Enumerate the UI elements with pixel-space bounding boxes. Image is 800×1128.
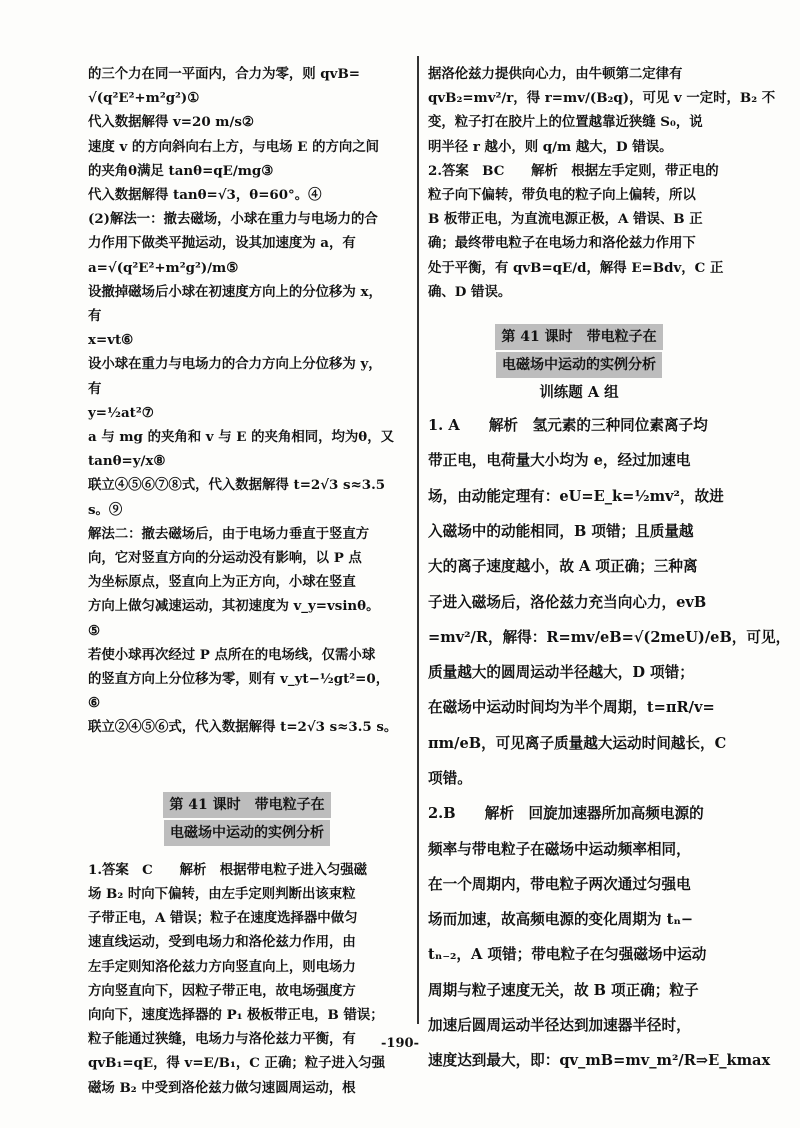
left-section-title-line2: 电磁场中运动的实例分析 [164,820,330,846]
text-line: 的三个力在同一平面内，合力为零，则 qvB= [88,66,360,82]
group-title: 训练题 A 组 [539,384,619,402]
text-line: 带正电，电荷量大小均为 e，经过加速电 [428,452,691,470]
text-line: 联立④⑤⑥⑦⑧式，代入数据解得 t=2√3 s≈3.5 [88,477,386,494]
text-line: a=√(q²E²+m²g²)/m⑤ [88,259,239,276]
right-spacer [428,304,730,324]
right-column [428,62,791,1079]
text-line: 子进入磁场后，洛伦兹力充当向心力，evB [428,593,707,611]
text-line: 力作用下做类平抛运动，设其加速度为 a，有 [88,235,356,252]
text-line: 粒子能通过狭缝，电场力与洛伦兹力平衡，有 [88,1031,356,1048]
text-line: 方向竖直向下，因粒子带正电，故电场强度方 [88,982,356,999]
text-line: 设小球在重力与电场力的合力方向上分位移为 y， [88,356,382,373]
text-line: 确；最终带电粒子在电场力和洛伦兹力作用下 [428,235,696,252]
text-line: x=vt⑥ [88,332,134,349]
text-line: 的夹角θ满足 tanθ=qE/mg③ [88,162,274,179]
text-line: 大的离子速度越小，故 A 项正确；三种离 [428,558,698,576]
text-line: tanθ=y/x⑧ [88,453,166,470]
text-line: qvB₂=mv²/r，得 r=mv/(B₂q)，可见 v 一定时，B₂ 不 [428,90,776,107]
text-line: 频率与带电粒子在磁场中运动频率相同， [428,840,691,858]
text-line: 场而加速，故高频电源的变化周期为 tₙ− [428,911,694,929]
text-line: πm/eB，可见离子质量越大运动时间越长，C [428,734,727,752]
text-line: 1.答案 C 解析 根据带电粒子进入匀强磁 [88,861,368,878]
text-line: 处于平衡，有 qvB=qE/d，解得 E=Bdv，C 正 [428,259,724,276]
text-line: 若使小球再次经过 P 点所在的电场线，仅需小球 [88,646,376,663]
text-line: 联立②④⑤⑥式，代入数据解得 t=2√3 s≈3.5 s。 [88,719,398,736]
right-big-text [428,408,791,1079]
text-line: (2)解法一：撤去磁场，小球在重力与电场力的合 [88,211,378,228]
text-line: y=½at²⑦ [88,404,154,421]
left-answer-text [88,858,406,1100]
text-line: √(q²E²+m²g²)① [88,90,200,107]
text-line: ⑤ [88,622,101,639]
text-line: 质量越大的圆周运动半径越大，D 项错； [428,664,694,682]
text-line: 的竖直方向上分位移为零，则有 v_yt−½gt²=0， [88,671,390,688]
text-line: B 板带正电，为直流电源正极，A 错误、B 正 [428,211,703,228]
text-line: 场 B₂ 时向下偏转，由左手定则判断出该束粒 [88,885,356,902]
text-line: 据洛伦兹力提供向心力，由牛顿第二定律有 [428,66,683,82]
text-line: 在一个周期内，带电粒子两次通过匀强电 [428,875,691,893]
left-section-gap [88,846,406,858]
left-column [88,62,406,1100]
text-line: 有 [88,308,102,325]
text-line: ⑥ [88,695,101,712]
text-line: qvB₁=qE，得 v=E/B₁，C 正确；粒子进入匀强 [88,1055,386,1072]
text-line: 方向上做匀减速运动，其初速度为 v_y=vsinθ。 [88,598,380,615]
text-line: 磁场 B₂ 中受到洛伦兹力做匀速圆周运动，根 [88,1079,356,1096]
left-section-title-line1: 第 41 课时 带电粒子在 [163,792,330,818]
text-line: 解法二：撤去磁场后，由于电场力垂直于竖直方 [88,525,370,542]
text-line: 变，粒子打在胶片上的位置越靠近狭缝 S₀，说 [428,114,703,131]
text-line: 项错。 [428,770,472,787]
text-line: 设撤掉磁场后小球在初速度方向上的分位移为 x， [88,283,382,300]
text-line: 2.B 解析 回旋加速器所加高频电源的 [428,805,704,823]
text-line: 子带正电，A 错误；粒子在速度选择器中做匀 [88,910,358,927]
text-line: 向，它对竖直方向的分运动没有影响，以 P 点 [88,550,362,567]
right-top-text [428,62,776,304]
text-line: 1. A 解析 氢元素的三种同位素离子均 [428,417,708,435]
text-line: 有 [88,380,102,397]
text-line: 加速后圆周运动半径达到加速器半径时， [428,1017,691,1035]
text-line: =mv²/R，解得：R=mv/eB=√(2meU)/eB，可见， [428,628,791,646]
column-divider [417,56,419,1024]
text-line: 速度 v 的方向斜向右上方，与电场 E 的方向之间 [88,138,380,155]
left-solution-text [88,62,406,740]
text-line: 确、D 错误。 [428,283,512,300]
text-line: 速度达到最大，即：qv_mB=mv_m²/R⇒E_kmax [428,1052,771,1070]
text-line: s。⑨ [88,501,123,518]
text-line: 场，由动能定理有：eU=E_k=½mv²，故进 [428,487,724,505]
right-section-title-line1: 第 41 课时 带电粒子在 [495,324,662,350]
right-section-title-line2: 电磁场中运动的实例分析 [496,352,662,378]
text-line: a 与 mg 的夹角和 v 与 E 的夹角相同，均为θ，又 [88,429,395,446]
text-line: 入磁场中的动能相同，B 项错；且质量越 [428,522,694,540]
text-line: 2.答案 BC 解析 根据左手定则，带正电的 [428,162,719,179]
text-line: 在磁场中运动时间均为半个周期，t=πR/v= [428,699,715,717]
text-line: 向向下，速度选择器的 P₁ 极板带正电，B 错误； [88,1006,384,1023]
page-number: -190- [381,1036,419,1051]
text-line: 周期与粒子速度无关，故 B 项正确；粒子 [428,981,699,999]
left-spacer [88,740,406,792]
text-line: tₙ₋₂，A 项错；带电粒子在匀强磁场中运动 [428,946,707,964]
text-line: 明半径 r 越小，则 q/m 越大，D 错误。 [428,138,673,155]
text-line: 速直线运动，受到电场力和洛伦兹力作用，由 [88,934,356,951]
text-line: 代入数据解得 v=20 m/s② [88,114,254,131]
text-line: 左手定则知洛伦兹力方向竖直向上，则电场力 [88,958,356,975]
text-line: 粒子向下偏转，带负电的粒子向上偏转，所以 [428,187,696,204]
text-line: 代入数据解得 tanθ=√3，θ=60°。④ [88,187,322,204]
text-line: 为坐标原点，竖直向上为正方向，小球在竖直 [88,574,356,591]
